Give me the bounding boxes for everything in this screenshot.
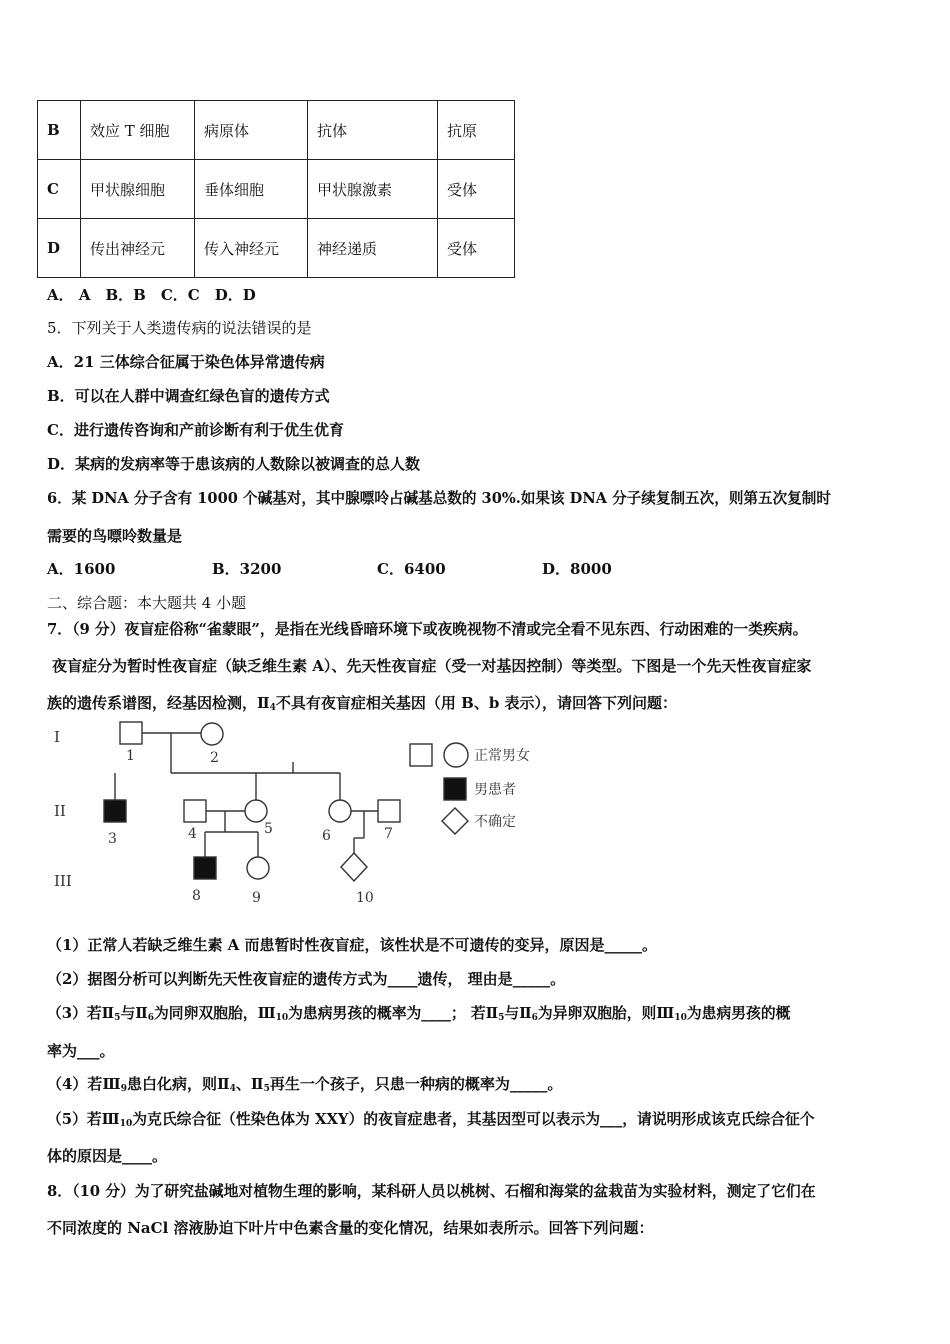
generation-labels (54, 728, 72, 890)
q6-option-a: A．1600 (47, 560, 116, 578)
individual-numbers (108, 748, 393, 906)
legend-uncertain (442, 808, 468, 834)
svg-text:9: 9 (252, 890, 261, 906)
q5-option-d: D．某病的发病率等于患该病的人数除以被调查的总人数 (47, 455, 421, 473)
svg-text:男患者: 男患者 (474, 782, 516, 798)
svg-text:I: I (54, 728, 60, 746)
svg-text:正常男女: 正常男女 (474, 748, 530, 764)
q6-stem-line2: 需要的鸟嘌呤数量是 (47, 527, 183, 545)
q4-options: A． A B．B C．C D．D (47, 286, 256, 304)
svg-text:10: 10 (356, 890, 374, 906)
svg-text:不确定: 不确定 (474, 814, 516, 830)
individual-III10 (341, 853, 367, 881)
q7-sub3-line1: （3）若$Ⅱ_5$与$Ⅱ_6$为同卵双胞胎，$Ⅲ_{10}$为患病男孩的概率为____； 若$Ⅱ_5$与$Ⅱ_6$为异卵双胞胎，则$Ⅲ_{10}$为患病男孩的概 (47, 1005, 791, 1023)
individual-III9 (247, 857, 269, 879)
q7-sub5-line2: 体的原因是____。 (47, 1147, 168, 1165)
q7-stem-line2: 夜盲症分为暂时性夜盲症（缺乏维生素 A）、先天性夜盲症（受一对基因控制）等类型。下图是一个先天性夜盲症家 (52, 657, 812, 675)
q5-option-a: A．21 三体综合征属于染色体异常遗传病 (47, 353, 325, 371)
q7-sub4: （4）若$Ⅲ_9$患白化病，则$Ⅱ_4$、$Ⅱ_5$再生一个孩子，只患一种病的概率为_____。 (47, 1075, 563, 1094)
svg-text:6: 6 (322, 828, 331, 844)
svg-text:II: II (54, 802, 66, 820)
q5-option-b: B．可以在人群中调查红绿色盲的遗传方式 (47, 387, 330, 405)
options-table (37, 100, 515, 278)
q6-option-b: B．3200 (212, 560, 282, 578)
svg-text:7: 7 (384, 826, 393, 842)
individual-II6 (329, 800, 351, 822)
q6-option-d: D．8000 (542, 560, 612, 578)
svg-text:8: 8 (192, 888, 201, 904)
q8-stem-line2: 不同浓度的 NaCl 溶液胁迫下叶片中色素含量的变化情况，结果如表所示。回答下列问题： (47, 1219, 654, 1237)
q7-stem-line1: 7．（9 分）夜盲症俗称“雀蒙眼”，是指在光线昏暗环境下或夜晚视物不清或完全看不见东西、行动困难的一类疾病。 (47, 621, 808, 638)
individual-I2 (201, 723, 223, 745)
pedigree-chart (40, 718, 560, 910)
table-row: B 效应 T 细胞 病原体 抗体 抗原 (38, 101, 515, 160)
individual-III8 (194, 857, 216, 879)
individual-II5 (245, 800, 267, 822)
q7-stem-line3: 族的遗传系谱图，经基因检测，$Ⅱ_4$不具有夜盲症相关基因（用 B、b 表示），请回答下列问题： (47, 694, 678, 713)
q7-sub5-line1: （5）若$Ⅲ_{10}$为克氏综合征（性染色体为 XXY）的夜盲症患者，其基因型可以表示为___，请说明形成该克氏综合征个 (47, 1111, 815, 1129)
pedigree-legend (410, 743, 530, 834)
section-title: 二、综合题：本大题共 4 小题 (47, 594, 247, 612)
q6-option-c: C．6400 (377, 560, 446, 578)
q5-stem: 5．下列关于人类遗传病的说法错误的是 (47, 319, 312, 337)
svg-text:1: 1 (126, 748, 135, 764)
svg-text:III: III (54, 872, 72, 890)
svg-text:5: 5 (264, 821, 273, 837)
svg-text:2: 2 (210, 750, 219, 766)
q7-sub3-line2: 率为___。 (47, 1042, 115, 1060)
individual-II3 (104, 800, 126, 822)
legend-normal-male (410, 744, 432, 766)
individual-I1 (120, 722, 142, 744)
q7-sub2: （2）据图分析可以判断先天性夜盲症的遗传方式为____遗传， 理由是_____。 (47, 970, 566, 988)
table-row: C 甲状腺细胞 垂体细胞 甲状腺激素 受体 (38, 160, 515, 219)
individual-II4 (184, 800, 206, 822)
legend-normal-female (444, 743, 468, 767)
q6-stem-line1: 6．某 DNA 分子含有 1000 个碱基对，其中腺嘌呤占碱基总数的 30%.如果该 DNA 分子续复制五次，则第五次复制时 (47, 490, 831, 507)
svg-text:4: 4 (188, 826, 197, 842)
svg-text:3: 3 (108, 831, 117, 847)
individual-II7 (378, 800, 400, 822)
legend-male-patient (444, 778, 466, 800)
table-row: D 传出神经元 传入神经元 神经递质 受体 (38, 219, 515, 278)
q7-sub1: （1）正常人若缺乏维生素 A 而患暂时性夜盲症，该性状是不可遗传的变异，原因是_____。 (47, 936, 658, 954)
q5-option-c: C．进行遗传咨询和产前诊断有利于优生优育 (47, 421, 344, 439)
q8-stem-line1: 8．（10 分）为了研究盐碱地对植物生理的影响，某科研人员以桃树、石榴和海棠的盆栽苗为实验材料，测定了它们在 (47, 1183, 816, 1200)
